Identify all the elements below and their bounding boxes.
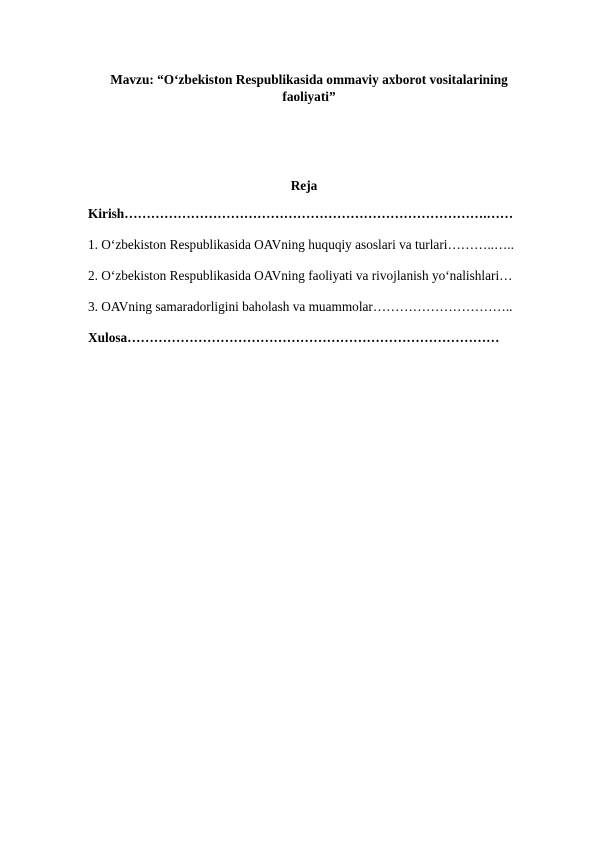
toc-item-introduction: Kirish……………………………………………………………………….…… [88, 206, 514, 221]
table-of-contents [88, 206, 548, 361]
toc-item-2: 2. O‘zbekiston Respublikasida OAVning faoliyati va rivojlanish yo‘nalishlari… [88, 268, 513, 283]
toc-item-conclusion: Xulosa………………………………………………………………………… [88, 330, 500, 345]
document-title: Mavzu: “O‘zbekiston Respublikasida ommaviy axborot vositalarining faoliyati” [110, 72, 508, 104]
toc-item-3: 3. OAVning samaradorligini baholash va muammolar………………………….. [88, 299, 513, 314]
toc-item-1: 1. O‘zbekiston Respublikasida OAVning huquqiy asoslari va turlari………..….. [88, 237, 514, 252]
plan-heading: Reja [290, 178, 318, 193]
